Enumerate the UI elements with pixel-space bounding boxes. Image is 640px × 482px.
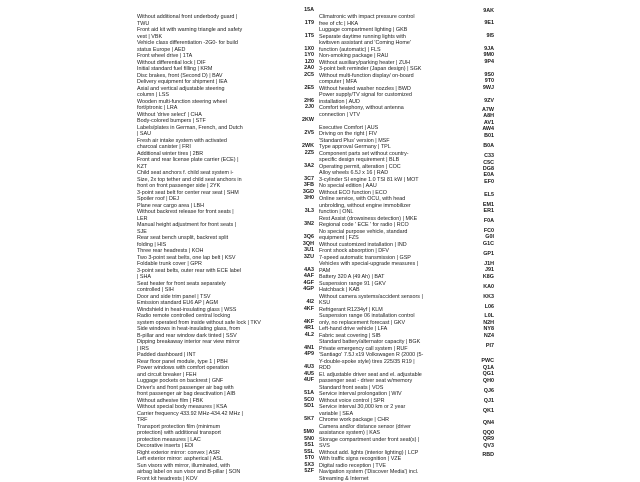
option-description-line: Without additional front underbody guard | bbox=[137, 14, 303, 21]
option-description-line: status Europe | AED bbox=[137, 47, 303, 54]
option-code: 2A0 bbox=[304, 65, 314, 72]
option-description-line: Without ECO function | ECO bbox=[319, 190, 475, 197]
option-description-line: Front aid kit with warning triangle and safety bbox=[137, 27, 303, 34]
option-code: 5ZF bbox=[304, 468, 314, 475]
option-description-line: Executive Comfort | AUS bbox=[319, 125, 475, 132]
option-code: 2KW bbox=[302, 117, 314, 124]
option-code: 5D1 bbox=[304, 403, 314, 410]
option-code: 9M0 bbox=[484, 52, 495, 59]
option-description-line: Child seat anchors f. child seat system i- bbox=[137, 170, 303, 177]
option-description-line: Carrier frequency 433.92 MHz-434.42 MHz | bbox=[137, 411, 303, 418]
option-description-line: connection | VTV bbox=[319, 112, 475, 119]
option-description-line: unbrolding, without engine immobilizer bbox=[319, 203, 475, 210]
option-description-line: Three rear headrests | KOH bbox=[137, 248, 303, 255]
option-code: 5M0 bbox=[304, 429, 315, 436]
option-code: 3L3 bbox=[305, 208, 314, 215]
option-description-line: Vehicle class differentiation -2G0- for build bbox=[137, 40, 303, 47]
option-description-line: Vehicles with special-upgrade measures | bbox=[319, 261, 475, 268]
option-description-line: Rest Assist (drowsiness detection) | MKE bbox=[319, 216, 475, 223]
option-description-line: Additional winter tires | 2BR bbox=[137, 151, 303, 158]
option-description-line: Component parts set without country- bbox=[319, 151, 475, 158]
option-description-line: Two 3-point seat belts, one lap belt | KSV bbox=[137, 255, 303, 262]
option-code: G0I bbox=[485, 234, 494, 241]
option-code: 4P9 bbox=[304, 351, 314, 358]
option-code: 5C0 bbox=[304, 397, 314, 404]
option-description-line: | IRS bbox=[137, 346, 303, 353]
option-description-line: Front kit headrests | KOV bbox=[137, 476, 303, 482]
option-code: 5K7 bbox=[304, 416, 314, 423]
option-description-line: Comfort telephony, without antenna bbox=[319, 105, 475, 112]
option-description-line: Hatchback | KAB bbox=[319, 287, 475, 294]
option-description-line: Digital radio reception | TVE bbox=[319, 463, 475, 470]
option-code: 2J0 bbox=[305, 104, 314, 111]
option-code: KA0 bbox=[483, 284, 494, 291]
option-description-line: Luggage pockets on backrest | GNF bbox=[137, 378, 303, 385]
option-description-line: Power supply/TV signal for customized bbox=[319, 92, 475, 99]
option-code: 4UF bbox=[304, 377, 314, 384]
option-description-line: KZT bbox=[137, 164, 303, 171]
option-description-line: El. adjustable driver seat and el. adjustable bbox=[319, 372, 475, 379]
option-description-line: Storage compartment under front seat(s) | bbox=[319, 437, 475, 444]
option-description-line: Emission standard EU6 AP | AGM bbox=[137, 300, 303, 307]
option-description-line: free of cfc | HKA bbox=[319, 21, 475, 28]
option-code: 5S1 bbox=[304, 442, 314, 449]
option-description-line: Without multi-function display/ on-board bbox=[319, 73, 475, 80]
option-code: 9WJ bbox=[483, 85, 494, 92]
option-description-line: Left-hand drive vehicle | LFA bbox=[319, 326, 475, 333]
option-description-line: Standard battery/alternator capacity | BGK bbox=[319, 339, 475, 346]
option-description-line: Foldable trunk cover | GPR bbox=[137, 261, 303, 268]
option-description-line: Fresh air intake system with activated bbox=[137, 138, 303, 145]
option-description-line: Manual height adjustment for front seats | bbox=[137, 222, 303, 229]
option-code: 4L2 bbox=[305, 332, 314, 339]
option-code: QK1 bbox=[483, 408, 494, 415]
option-code: B01 bbox=[484, 133, 494, 140]
option-description-line: protection measures | LAC bbox=[137, 437, 303, 444]
option-code: 9AK bbox=[483, 8, 494, 15]
option-description-line: Regional code ' ECE ' for radio | RCO bbox=[319, 222, 475, 229]
option-description-line: specific design requirement | BLB bbox=[319, 157, 475, 164]
option-description-line: protection) with additional transport bbox=[137, 430, 303, 437]
option-code: EF0 bbox=[484, 179, 494, 186]
option-code: B0A bbox=[483, 143, 494, 150]
option-description-line: installation | AUD bbox=[319, 99, 475, 106]
option-description-line: Climatronic with impact pressure control bbox=[319, 14, 475, 21]
option-description-line: and circuit breaker | FEH bbox=[137, 372, 303, 379]
option-code: 2C5 bbox=[304, 72, 314, 79]
option-description-line: Dipping breakaway interior rear view mirror bbox=[137, 339, 303, 346]
option-code: C5C bbox=[483, 160, 494, 167]
option-code: 4AF bbox=[304, 273, 314, 280]
option-code: J91 bbox=[485, 267, 494, 274]
option-description-line: Without heated washer nozzles | BWD bbox=[319, 86, 475, 93]
option-code: 15A bbox=[304, 7, 314, 14]
option-code: N2H bbox=[483, 320, 494, 327]
option-code: 9T0 bbox=[485, 78, 494, 85]
option-code: 2E5 bbox=[304, 85, 314, 92]
option-code: 9P4 bbox=[484, 59, 494, 66]
option-code: J1H bbox=[484, 261, 494, 268]
option-description-line: Luggage compartment lighting | GKB bbox=[319, 27, 475, 34]
option-code: 3N2 bbox=[304, 221, 314, 228]
option-code: 3GD bbox=[303, 189, 314, 196]
option-description-line: Service interval prolongation | WIV bbox=[319, 391, 475, 398]
middle-description-column bbox=[319, 14, 475, 482]
option-description-line: KSU bbox=[319, 300, 475, 307]
option-code: AV1 bbox=[484, 120, 494, 127]
option-description-line: charcoal canister | FRI bbox=[137, 144, 303, 151]
option-code: 2H6 bbox=[304, 98, 314, 105]
option-description-line: LER bbox=[137, 216, 303, 223]
option-description-line: Chrome work package | CHR bbox=[319, 417, 475, 424]
option-code: 3C7 bbox=[304, 176, 314, 183]
option-description-line: Private emergency call system | RUF bbox=[319, 346, 475, 353]
option-code: 4A3 bbox=[304, 267, 314, 274]
option-description-line: Size, 2x top tether and child seat anchors in bbox=[137, 177, 303, 184]
option-description-line: Suspension range 06 installation control bbox=[319, 313, 475, 320]
option-description-line: Radio remote controlled central locking bbox=[137, 313, 303, 320]
option-code: 5SL bbox=[304, 449, 314, 456]
option-description-line: Without voice control | SPR bbox=[319, 398, 475, 405]
option-code: 4R1 bbox=[304, 325, 314, 332]
option-code: 5X3 bbox=[304, 462, 314, 469]
option-code: NY8 bbox=[484, 326, 495, 333]
option-code: G1C bbox=[483, 241, 494, 248]
option-description-line: Driving on the right | FIV bbox=[319, 131, 475, 138]
option-code: QR9 bbox=[483, 436, 494, 443]
option-code: RBD bbox=[482, 452, 494, 459]
option-description-line: Separate daytime running lights with bbox=[319, 34, 475, 41]
option-code: A8H bbox=[483, 113, 494, 120]
option-description-line: only, no replacement forecast | GKV bbox=[319, 320, 475, 327]
option-description-line: front on front passenger side | 2YK bbox=[137, 183, 303, 190]
option-code: 4GF bbox=[304, 280, 314, 287]
option-code: EL5 bbox=[484, 192, 494, 199]
option-code: FC0 bbox=[484, 228, 494, 235]
option-description-line: Rear floor panel module, type 1 | PBH bbox=[137, 359, 303, 366]
option-description-line: Without auxiliary/parking heater | ZUH bbox=[319, 60, 475, 67]
option-description-line: Alloy wheels 6.5J x 16 | RAD bbox=[319, 170, 475, 177]
option-code: EM1 bbox=[483, 202, 494, 209]
option-code: 1X0 bbox=[304, 46, 314, 53]
option-description-line: Padded dashboard | INT bbox=[137, 352, 303, 359]
option-description-line: controlled | SIH bbox=[137, 287, 303, 294]
option-code: 51A bbox=[304, 390, 314, 397]
option-code: QN4 bbox=[483, 420, 494, 427]
option-code: L06 bbox=[485, 304, 494, 311]
option-description-line: Body-colored bumpers | STF bbox=[137, 118, 303, 125]
option-description-line: variable | SEA bbox=[319, 411, 475, 418]
option-code: 3QH bbox=[303, 241, 314, 248]
option-code: 1Y0 bbox=[304, 52, 314, 59]
option-code: C33 bbox=[484, 153, 494, 160]
option-code: 9I5 bbox=[487, 33, 495, 40]
option-code: 9S0 bbox=[484, 72, 494, 79]
option-description-line: Labels/plates in German, French, and Dutch bbox=[137, 125, 303, 132]
option-code: 4I2 bbox=[307, 299, 315, 306]
option-code: 1Z0 bbox=[305, 59, 314, 66]
option-code: 2WK bbox=[302, 143, 314, 150]
option-code: F0A bbox=[484, 218, 494, 225]
option-description-line: PAM bbox=[319, 268, 475, 275]
option-code: 3Q6 bbox=[304, 234, 314, 241]
option-description-line: vest | VBK bbox=[137, 34, 303, 41]
option-description-line: Without 'drive select' | CHA bbox=[137, 112, 303, 119]
option-code: K8G bbox=[483, 274, 494, 281]
option-description-line: function (automatic) | FLS bbox=[319, 47, 475, 54]
option-description-line: folding | HIS bbox=[137, 242, 303, 249]
option-description-line: Fabric seat covering | SIB bbox=[319, 333, 475, 340]
option-description-line: TWU bbox=[137, 21, 303, 28]
option-code: 4KF bbox=[304, 319, 314, 326]
option-code: 3H0 bbox=[304, 195, 314, 202]
option-description-line: Without add. lights (interior lighting) | LCP bbox=[319, 450, 475, 457]
option-description-line: No special edition | AAU bbox=[319, 183, 475, 190]
option-description-line: No special purpose vehicle, standard bbox=[319, 229, 475, 236]
option-code: 4GP bbox=[303, 286, 314, 293]
option-description-line: system operated from inside without safe lock | TKV bbox=[137, 320, 303, 327]
option-description-line: TRF bbox=[137, 417, 303, 424]
option-description-line: Delivery equipment for shipment | IEA bbox=[137, 79, 303, 86]
option-description-line: 3-point seat belt for center rear seat | SHM bbox=[137, 190, 303, 197]
option-description-line: Disc brakes, front (Second D) | BAV bbox=[137, 73, 303, 80]
option-description-line: 3-cylinder SI engine 1.0 TSI 81 kW | MOT bbox=[319, 177, 475, 184]
option-description-line: Front and rear license plate carrier (ECE) | bbox=[137, 157, 303, 164]
option-code: 9JA bbox=[484, 46, 494, 53]
option-description-line: Front wheel drive | 1TA bbox=[137, 53, 303, 60]
option-code: 3A2 bbox=[304, 163, 314, 170]
option-description-line: | SAU bbox=[137, 131, 303, 138]
option-code: 1T9 bbox=[305, 20, 314, 27]
option-code: QG1 bbox=[483, 371, 494, 378]
option-description-line: Streaming & Internet bbox=[319, 476, 475, 482]
option-code: PI7 bbox=[486, 343, 494, 350]
option-code: E0A bbox=[484, 172, 495, 179]
option-description-line: SVS bbox=[319, 443, 475, 450]
option-description-line: Without special body measures | KSA bbox=[137, 404, 303, 411]
option-code: 5N0 bbox=[304, 436, 314, 443]
option-description-line: Without backrest release for front seats | bbox=[137, 209, 303, 216]
option-code: 4N1 bbox=[304, 345, 314, 352]
option-description-line: Door and side trim panel | TSV bbox=[137, 294, 303, 301]
option-description-line: Battery 320 A (49 Ah) | BAT bbox=[319, 274, 475, 281]
option-description-line: SJE bbox=[137, 229, 303, 236]
option-description-line: Non-smoking package | RAU bbox=[319, 53, 475, 60]
option-description-line: Driver's and front passenger air bag with bbox=[137, 385, 303, 392]
option-description-line: Side windows in heat-insulating glass, from bbox=[137, 326, 303, 333]
option-description-line: Left exterior mirror: aspherical | ASL bbox=[137, 456, 303, 463]
option-code: 3FB bbox=[304, 182, 314, 189]
option-description-line: Service interval 30,000 km or 2 year bbox=[319, 404, 475, 411]
option-description-line: 3-point belt reminder (Japan design) | SGK bbox=[319, 66, 475, 73]
option-code: AW4 bbox=[482, 126, 494, 133]
option-description-line: Spoiler roof | DEJ bbox=[137, 196, 303, 203]
option-description-line: Online service, with OCU, with head bbox=[319, 196, 475, 203]
option-code: 9E1 bbox=[484, 20, 494, 27]
option-description-line: Camera and/or distance sensor (driver bbox=[319, 424, 475, 431]
option-description-line: Sun visors with mirror, illuminated, with bbox=[137, 463, 303, 470]
option-description-line: | SHA bbox=[137, 274, 303, 281]
option-code: DG8 bbox=[483, 166, 494, 173]
option-description-line: Initial standard fuel filling | KRM bbox=[137, 66, 303, 73]
left-description-column bbox=[137, 14, 303, 482]
option-description-line: Rear seat bench unsplit, backrest split bbox=[137, 235, 303, 242]
option-description-line: Axial and vertical adjustable steering bbox=[137, 86, 303, 93]
option-description-line: function | ONL bbox=[319, 209, 475, 216]
option-description-line: With traffic signs recognition | VZE bbox=[319, 456, 475, 463]
option-code: PWC bbox=[481, 358, 494, 365]
option-description-line: 'Standard Plus' version | MSF bbox=[319, 138, 475, 145]
option-code: KK3 bbox=[483, 294, 494, 301]
option-description-line: front passenger air bag deactivation | AIB bbox=[137, 391, 303, 398]
option-description-line: computer | MFA bbox=[319, 79, 475, 86]
option-description-line: Standard front seats | VOS bbox=[319, 385, 475, 392]
option-description-line: Right exterior mirror: convex | ASR bbox=[137, 450, 303, 457]
option-code: 2V5 bbox=[304, 130, 314, 137]
option-code: QJ6 bbox=[484, 388, 494, 395]
option-code: 3ZU bbox=[304, 254, 314, 261]
option-description-line: Without camera systems/accident sensors | bbox=[319, 294, 475, 301]
option-code: L0L bbox=[484, 313, 494, 320]
option-description-line: Wooden multi-function steering wheel bbox=[137, 99, 303, 106]
option-description-line: Transport protection film (minimum bbox=[137, 424, 303, 431]
option-description-line: kwitsven assistant and 'Coming Home' bbox=[319, 40, 475, 47]
option-code: 4U3 bbox=[304, 364, 314, 371]
option-code: QV3 bbox=[483, 443, 494, 450]
option-description-line: airbag label on sun visor and B-pillar | SON bbox=[137, 469, 303, 476]
option-description-line: B-pillar and rear window dark tinted | SSV bbox=[137, 333, 303, 340]
option-code: QH0 bbox=[483, 378, 494, 385]
option-description-line: Type approval Germany | TPL bbox=[319, 144, 475, 151]
option-code: 1T5 bbox=[305, 33, 314, 40]
option-description-line: Without differential lock | DIF bbox=[137, 60, 303, 67]
option-description-line: Decorative inserts | EDI bbox=[137, 443, 303, 450]
option-code: NZ4 bbox=[484, 333, 494, 340]
option-description-line: Suspension range 91 | GKV bbox=[319, 281, 475, 288]
option-code: QQ0 bbox=[483, 430, 494, 437]
option-description-line: Without customized installation | IND bbox=[319, 242, 475, 249]
option-code: 9ZV bbox=[484, 98, 494, 105]
option-description-line: RDD bbox=[319, 365, 475, 372]
option-description-line: Windshield in heat-insulating glass | WSS bbox=[137, 307, 303, 314]
option-description-line: Plane rear cargo area | LBH bbox=[137, 203, 303, 210]
option-description-line: Refrigerant R1234yf | KLM bbox=[319, 307, 475, 314]
option-description-line: Navigation system ('Discover Media') incl. bbox=[319, 469, 475, 476]
option-code: 2Z5 bbox=[305, 150, 314, 157]
option-code: 4U5 bbox=[304, 371, 314, 378]
option-description-line: passenger seat - driver seat w/memory bbox=[319, 378, 475, 385]
option-code: 4KF bbox=[304, 306, 314, 313]
option-description-line: Y-double-spoke style) tires 225/35 R19 | bbox=[319, 359, 475, 366]
option-description-line: Operating permit, alteration | COC bbox=[319, 164, 475, 171]
option-code: ER1 bbox=[484, 208, 495, 215]
option-description-line: Seat heater for front seats separately bbox=[137, 281, 303, 288]
option-description-line: Without adhesive film | FBK bbox=[137, 398, 303, 405]
option-description-line: Front shock absorption | DFV bbox=[319, 248, 475, 255]
option-description-line: equipment | FZS bbox=[319, 235, 475, 242]
option-description-line: fort/ptronic | LRA bbox=[137, 105, 303, 112]
option-code: Q1A bbox=[483, 365, 494, 372]
option-code: A7W bbox=[482, 107, 494, 114]
option-code: QJ1 bbox=[484, 398, 494, 405]
option-description-line: 7-speed automatic transmission | GSP bbox=[319, 255, 475, 262]
option-code: GP1 bbox=[483, 251, 494, 258]
option-description-line: 3-point seat belts, outer rear with ECE label bbox=[137, 268, 303, 275]
option-code: 5T0 bbox=[305, 455, 314, 462]
option-description-line: 'Santiago' 7.5J x19 Volkswagen R (2000 (5- bbox=[319, 352, 475, 359]
option-description-line: assistance system) | KAS bbox=[319, 430, 475, 437]
option-description-line: column | LSS bbox=[137, 92, 303, 99]
option-description-line: Power windows with comfort operation bbox=[137, 365, 303, 372]
option-code: 3U1 bbox=[304, 247, 314, 254]
